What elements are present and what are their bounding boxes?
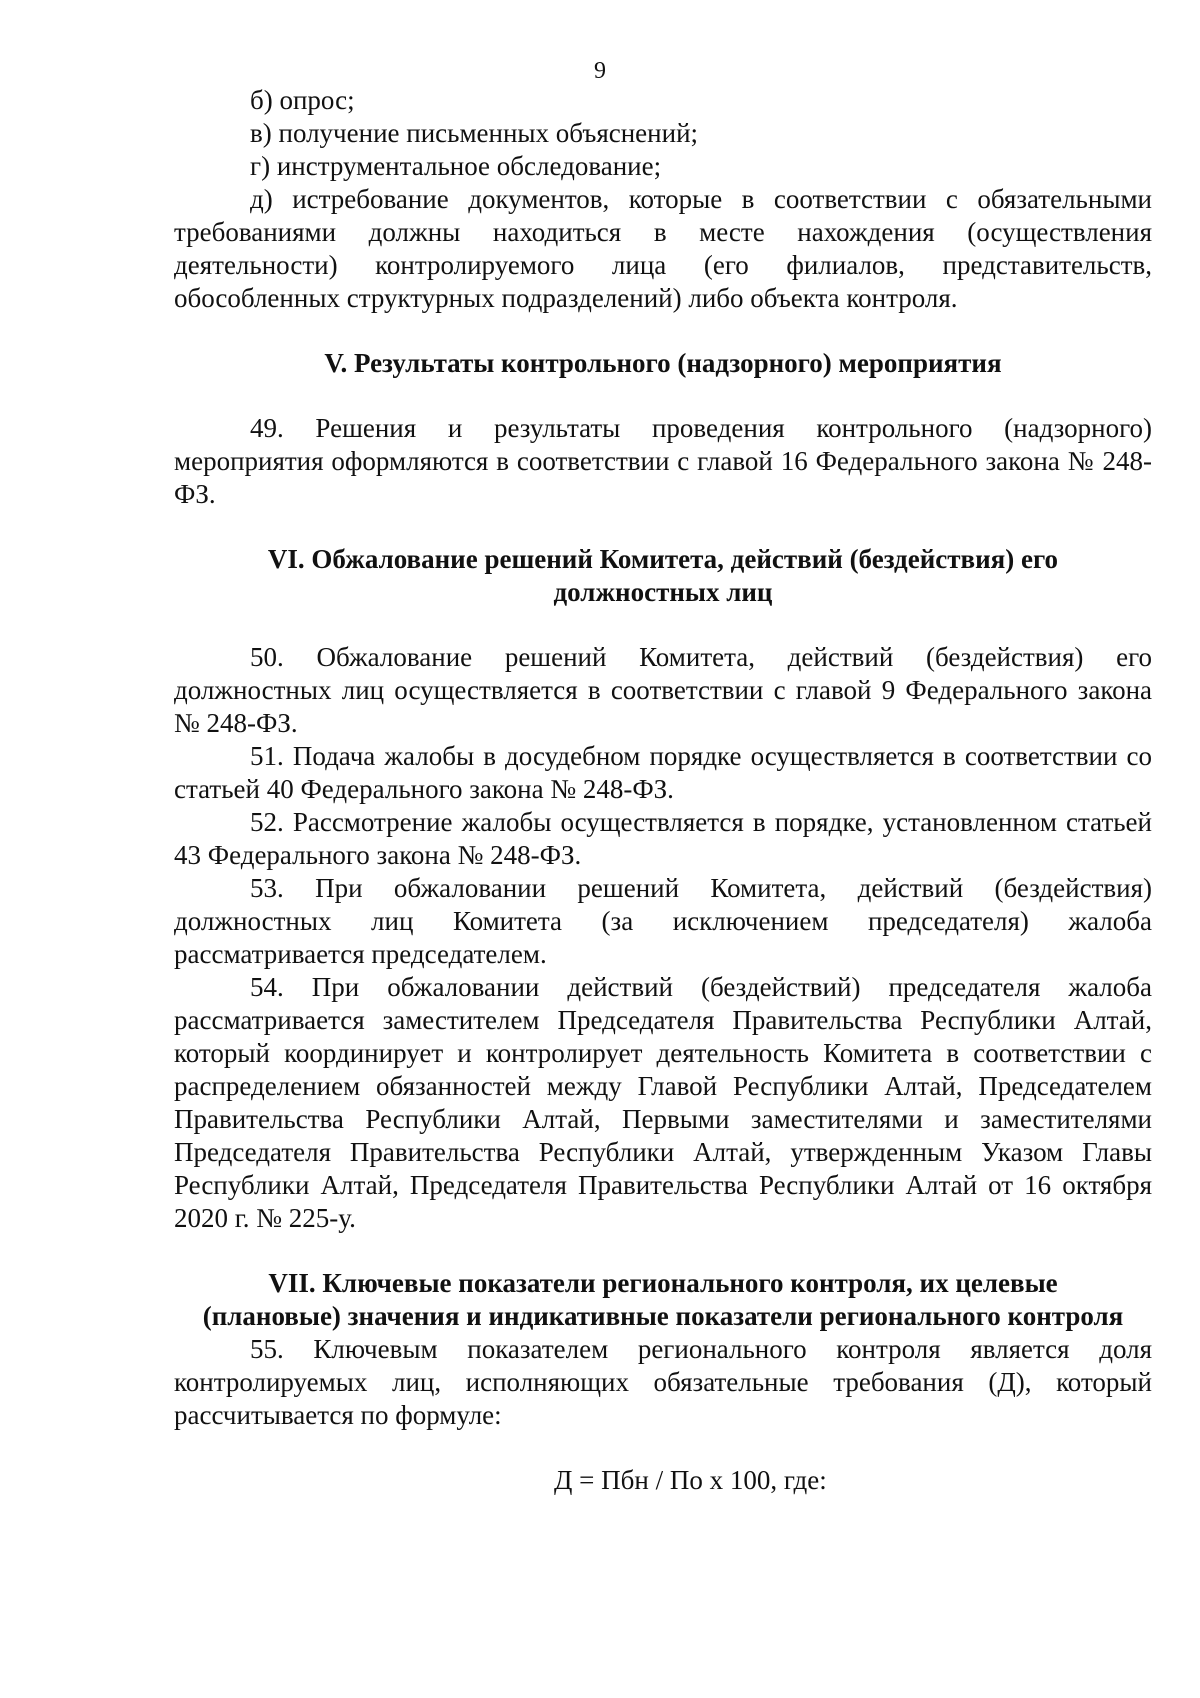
list-item: г) инструментальное обследование; [250,151,662,181]
formula: Д = Пбн / По х 100, где: [554,1465,827,1495]
paragraph-52: 52. Рассмотрение жалобы осуществляется в порядке, установленном статьей 43 Федерального закона № 248-ФЗ. [174,807,1152,870]
page-number: 9 [594,58,606,84]
paragraph-49: 49. Решения и результаты проведения контрольного (надзорного) мероприятия оформляются в соответствии с главой 16 Федерального закона № 248-ФЗ. [174,413,1152,509]
document-body [174,84,1152,1497]
section-heading-6-line2: должностных лиц [553,577,773,607]
section-heading-6-line1: VI. Обжалование решений Комитета, действий (бездействия) его [267,544,1059,574]
list-item: б) опрос; [250,85,355,115]
paragraph-55: 55. Ключевым показателем регионального контроля является доля контролируемых лиц, исполняющих обязательные требования (Д), который рассчитывается по формуле: [174,1334,1152,1430]
paragraph-53: 53. При обжаловании решений Комитета, действий (бездействия) должностных лиц Комитета (за исключением председателя) жалоба рассматривается председателем. [174,873,1152,969]
list-item: д) истребование документов, которые в соответствии с обязательными требованиями должны находиться в месте нахождения (осуществления деятельности) контролируемого лица (его филиалов, представительств, обособленных структурных подразделений) либо объекта контроля. [174,184,1152,313]
section-heading-5: V. Результаты контрольного (надзорного) мероприятия [324,348,1002,378]
list-item: в) получение письменных объяснений; [250,118,699,148]
paragraph-54: 54. При обжаловании действий (бездействий) председателя жалоба рассматривается заместителем Председателя Правительства Республики Алтай, который координирует и контролирует деятельность Комитета в соответствии с распределением обязанностей между Главой Республики Алтай, Председателем Правительства Республики Алтай, Первыми заместителями и заместителями Председателя Правительства Республики Алтай, утвержденным Указом Главы Республики Алтай, Председателя Правительства Республики Алтай от 16 октября 2020 г. № 225-у. [174,972,1152,1233]
section-heading-7-line2: (плановые) значения и индикативные показатели регионального контроля [202,1301,1124,1331]
section-heading-7-line1: VII. Ключевые показатели регионального контроля, их целевые [268,1268,1058,1298]
paragraph-51: 51. Подача жалобы в досудебном порядке осуществляется в соответствии со статьей 40 Федерального закона № 248-ФЗ. [174,741,1152,804]
paragraph-50: 50. Обжалование решений Комитета, действий (бездействия) его должностных лиц осуществляется в соответствии с главой 9 Федерального закона № 248-ФЗ. [174,642,1152,738]
